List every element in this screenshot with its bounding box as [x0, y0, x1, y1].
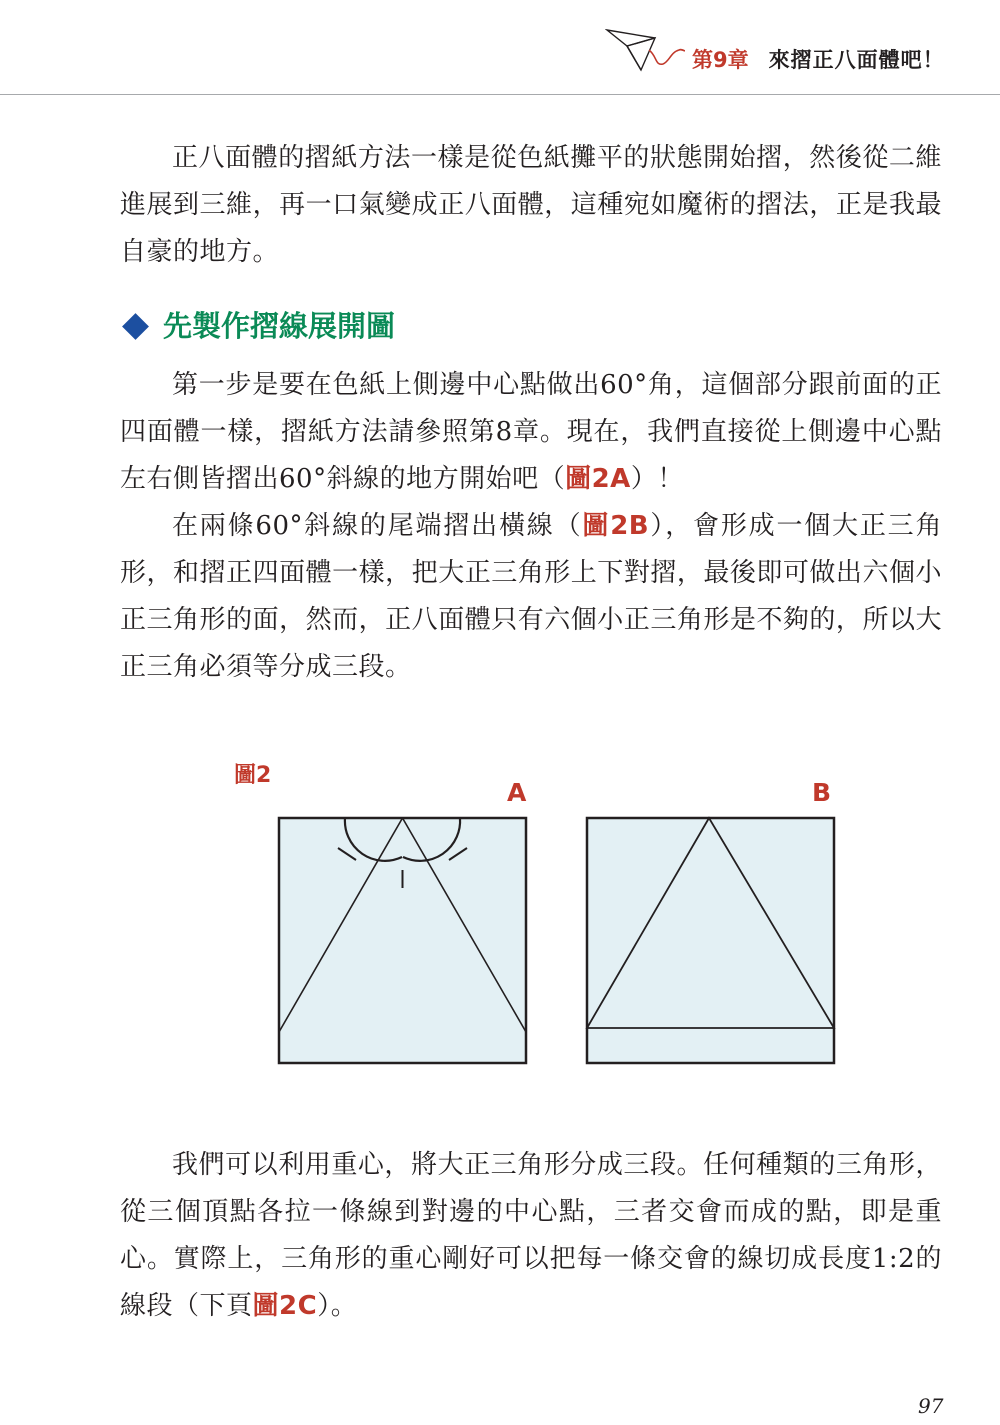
header-divider: [0, 94, 1000, 95]
body-paragraph-horizontal-crease: [120, 503, 942, 691]
chapter-number: 第9章: [692, 48, 749, 72]
section-heading: [118, 304, 395, 348]
page-number: 97: [918, 1394, 944, 1418]
section-heading-text: 先製作摺線展開圖: [163, 309, 396, 343]
body-paragraph-centroid: [120, 1142, 942, 1330]
panel-label-a: A: [507, 778, 527, 807]
fold-diagram: [0, 800, 1000, 1080]
paragraph-text: ）。: [317, 1291, 358, 1321]
panel-a-diagram: [279, 818, 526, 1063]
paragraph-text: 在兩條60°斜線的尾端摺出橫線（: [172, 511, 583, 541]
panel-b-paper: [587, 818, 834, 1063]
paragraph-text: 我們可以利用重心，將大正三角形分成三段。任何種類的三角形，從三個頂點各拉一條線到對邊的中心點，三者交會而成的點，即是重心。實際上，三角形的重心剛好可以把每一條交會的線切成長度1:2的線段（下頁: [120, 1150, 942, 1321]
chapter-title: 來摺正八面體吧！: [768, 48, 945, 72]
figure-reference-2c: 圖2C: [252, 1291, 318, 1321]
paragraph-text: ）！: [630, 464, 684, 494]
panel-b-diagram: [587, 818, 834, 1063]
paragraph-text: 第一步是要在色紙上側邊中心點做出60°角，這個部分跟前面的正四面體一樣，摺紙方法請參照第8章。現在，我們直接從上側邊中心點左右側皆摺出60°斜線的地方開始吧（: [120, 370, 942, 494]
panel-label-b: B: [812, 778, 832, 807]
paragraph-text: ），會形成一個大正三角形，和摺正四面體一樣，把大正三角形上下對摺，最後即可做出六個小正三角形的面，然而，正八面體只有六個小正三角形是不夠的，所以大正三角必須等分成三段。: [120, 511, 942, 682]
intro-paragraph: 正八面體的摺紙方法一樣是從色紙攤平的狀態開始摺，然後從二維進展到三維，再一口氣變成正八面體，這種宛如魔術的摺法，正是我最自豪的地方。: [120, 143, 942, 267]
figure-reference-2a: 圖2A: [565, 464, 631, 494]
diamond-bullet-icon: [122, 313, 149, 340]
body-paragraph-60-degree: [120, 362, 942, 503]
chapter-heading: [692, 46, 945, 74]
figure-reference-2b: 圖2B: [582, 511, 650, 541]
figure-label: 圖2: [234, 763, 272, 788]
panel-a-paper: [279, 818, 526, 1063]
paper-plane-icon: [605, 20, 685, 76]
running-header: [0, 0, 1000, 100]
